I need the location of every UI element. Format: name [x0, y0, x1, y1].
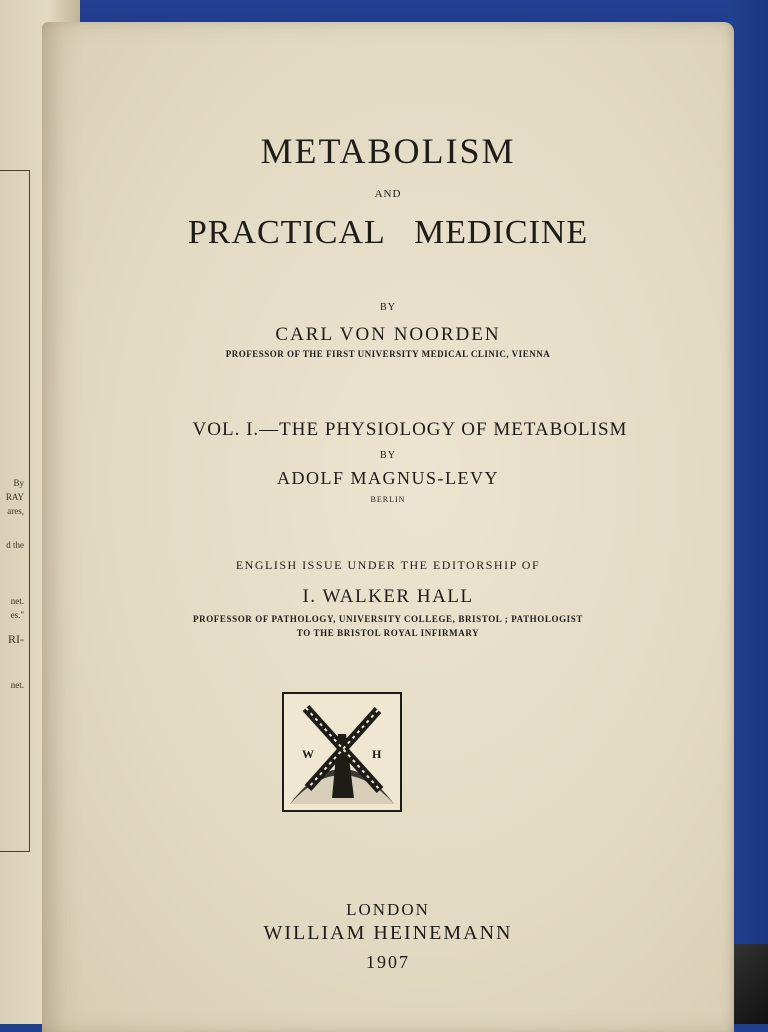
- facing-page-fragment: d the: [6, 540, 24, 550]
- facing-page-fragment: net.: [10, 680, 24, 690]
- facing-page-fragment: net.: [10, 596, 24, 606]
- facing-page-fragment: es.": [10, 610, 24, 620]
- editor-position: PROFESSOR OF PATHOLOGY, UNIVERSITY COLLEGE, BRISTOL ; PATHOLOGIST: [193, 614, 583, 624]
- editorship-note: ENGLISH ISSUE UNDER THE EDITORSHIP OF: [235, 558, 541, 572]
- facing-page-fragment: ares,: [7, 506, 24, 516]
- book-title: METABOLISM: [260, 131, 516, 171]
- printers-device: [282, 692, 402, 812]
- facing-page-fragment: RAY: [5, 492, 24, 502]
- editor-name: I. WALKER HALL: [302, 586, 474, 607]
- editor-position: TO THE BRISTOL ROYAL INFIRMARY: [296, 628, 480, 638]
- author-name: CARL VON NOORDEN: [275, 324, 501, 345]
- volume-title: VOL. I.—THE PHYSIOLOGY OF METABOLISM: [192, 419, 628, 440]
- book-cover-right: [728, 0, 768, 950]
- by-label: BY: [380, 302, 396, 313]
- volume-author-name: ADOLF MAGNUS-LEVY: [277, 468, 499, 488]
- book-subtitle: PRACTICAL MEDICINE: [187, 214, 589, 251]
- windmill-device-icon: [284, 694, 400, 810]
- by-label: BY: [380, 450, 396, 461]
- volume-author-city: BERLIN: [370, 495, 406, 504]
- device-monogram-right: H: [372, 747, 382, 761]
- facing-page-fragment: By: [13, 478, 24, 488]
- imprint-year: 1907: [366, 952, 410, 972]
- facing-page-fragment: RI-: [8, 632, 24, 646]
- imprint-place: LONDON: [346, 900, 430, 919]
- title-conjunction: AND: [374, 188, 402, 200]
- title-page: [42, 22, 734, 1032]
- imprint-publisher: WILLIAM HEINEMANN: [263, 922, 513, 944]
- author-position: PROFESSOR OF THE FIRST UNIVERSITY MEDICAL CLINIC, VIENNA: [225, 349, 551, 359]
- device-monogram-left: W: [302, 747, 314, 761]
